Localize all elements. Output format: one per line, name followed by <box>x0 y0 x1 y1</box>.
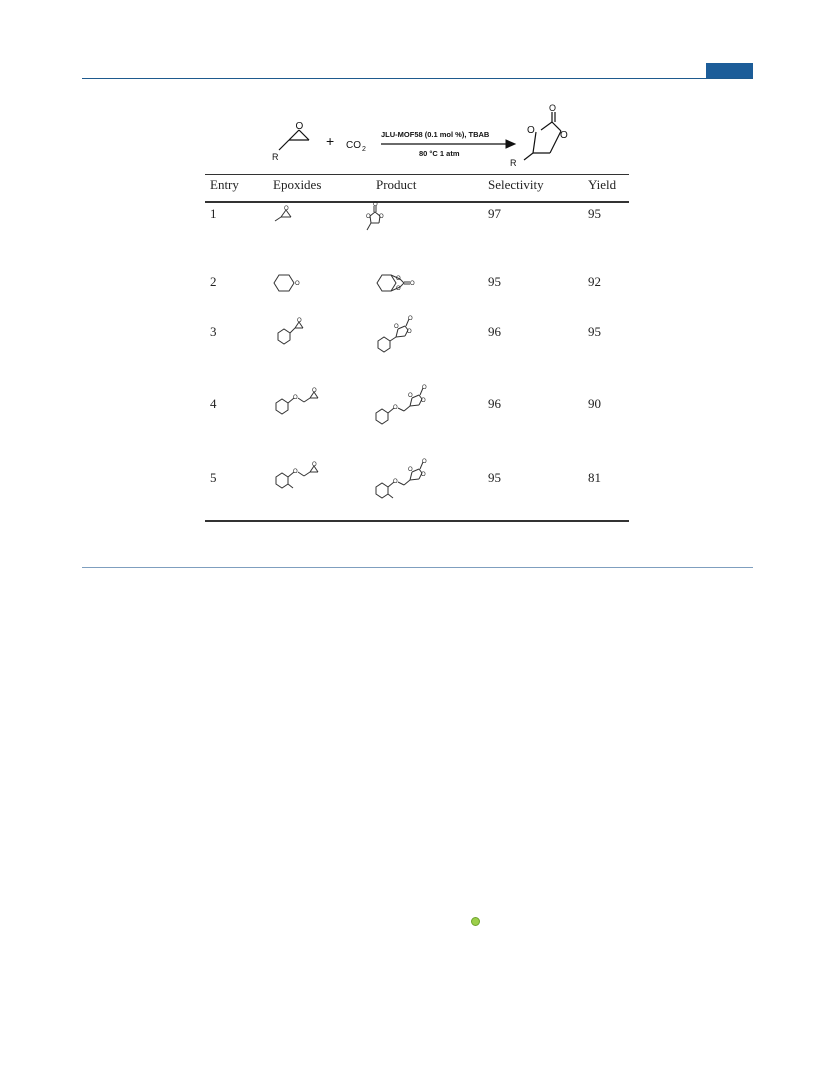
reactant-r-label: R <box>272 152 279 162</box>
header-rule <box>82 78 753 79</box>
reaction-arrow <box>381 140 515 148</box>
svg-text:O: O <box>421 398 426 404</box>
product-r-label: R <box>510 158 517 168</box>
yield-cell: 81 <box>588 470 601 485</box>
header-product: Product <box>376 177 417 192</box>
epoxide-oxygen-label: O <box>295 121 304 132</box>
header-selectivity: Selectivity <box>488 177 544 192</box>
co2-label: CO <box>346 140 361 151</box>
svg-text:O: O <box>366 214 371 220</box>
plus-sign: + <box>326 133 335 149</box>
propylene-carbonate-structure <box>362 203 392 237</box>
header-epoxides: Epoxides <box>273 177 322 192</box>
svg-text:O: O <box>408 393 413 399</box>
svg-text:O: O <box>295 281 300 287</box>
entry-cell: 3 <box>210 324 217 339</box>
svg-text:O: O <box>422 385 427 391</box>
yield-cell: 95 <box>588 206 601 221</box>
selectivity-cell: 95 <box>488 274 501 289</box>
tolyl-glycidyl-ether-structure <box>273 463 327 495</box>
svg-text:O: O <box>373 202 378 208</box>
header-entry: Entry <box>210 177 239 192</box>
marker-dot <box>471 917 480 926</box>
selectivity-cell: 96 <box>488 324 501 339</box>
table-row <box>205 459 629 520</box>
svg-text:O: O <box>312 388 317 394</box>
svg-text:O: O <box>421 472 426 478</box>
entry-cell: 1 <box>210 206 217 221</box>
table-row <box>205 203 629 271</box>
svg-text:O: O <box>422 459 427 465</box>
svg-text:O: O <box>410 281 415 287</box>
svg-text:O: O <box>293 395 298 401</box>
svg-text:O: O <box>394 324 399 330</box>
results-table <box>205 174 629 522</box>
phenyl-glycidyl-ether-structure <box>273 389 327 421</box>
reaction-scheme <box>205 100 629 176</box>
phenyl-carbonate-structure <box>374 385 434 427</box>
selectivity-cell: 96 <box>488 396 501 411</box>
svg-text:O: O <box>393 405 398 411</box>
ring-oxygen-right-label: O <box>560 130 568 141</box>
svg-text:O: O <box>379 214 384 220</box>
cyclohexene-carbonate-structure <box>376 272 418 294</box>
footer-rule <box>82 567 753 568</box>
yield-cell: 95 <box>588 324 601 339</box>
entry-cell: 4 <box>210 396 217 411</box>
entry-cell: 5 <box>210 470 217 485</box>
table-header-row <box>205 175 629 201</box>
cyclohexene-oxide-structure <box>273 272 307 294</box>
svg-text:O: O <box>284 206 289 212</box>
styrene-oxide-structure <box>273 317 313 347</box>
table-row <box>205 271 629 321</box>
conditions-bottom: 80 °C 1 atm <box>419 149 460 158</box>
yield-cell: 90 <box>588 396 601 411</box>
svg-text:O: O <box>396 276 401 282</box>
svg-text:O: O <box>407 329 412 335</box>
svg-text:O: O <box>297 318 302 324</box>
selectivity-cell: 97 <box>488 206 501 221</box>
selectivity-cell: 95 <box>488 470 501 485</box>
tolyl-carbonate-structure <box>374 459 434 501</box>
svg-text:O: O <box>396 286 401 292</box>
page-corner-tab <box>706 63 753 78</box>
ring-oxygen-left-label: O <box>527 125 535 136</box>
svg-text:O: O <box>408 467 413 473</box>
table-row <box>205 385 629 467</box>
styrene-carbonate-structure <box>376 317 420 357</box>
conditions-top: JLU-MOF58 (0.1 mol %), TBAB <box>381 130 490 139</box>
table-bottom-rule <box>205 520 629 522</box>
svg-text:O: O <box>408 316 413 322</box>
carbonyl-oxygen-label: O <box>549 103 557 113</box>
cyclic-carbonate-product <box>510 103 568 168</box>
table-row <box>205 316 629 393</box>
header-yield: Yield <box>588 177 617 192</box>
yield-cell: 92 <box>588 274 601 289</box>
epoxide-reactant <box>272 121 309 162</box>
propylene-oxide-structure <box>273 205 303 227</box>
svg-text:O: O <box>312 462 317 468</box>
co2-subscript: 2 <box>362 146 366 153</box>
entry-cell: 2 <box>210 274 217 289</box>
svg-text:O: O <box>393 479 398 485</box>
svg-text:O: O <box>293 469 298 475</box>
